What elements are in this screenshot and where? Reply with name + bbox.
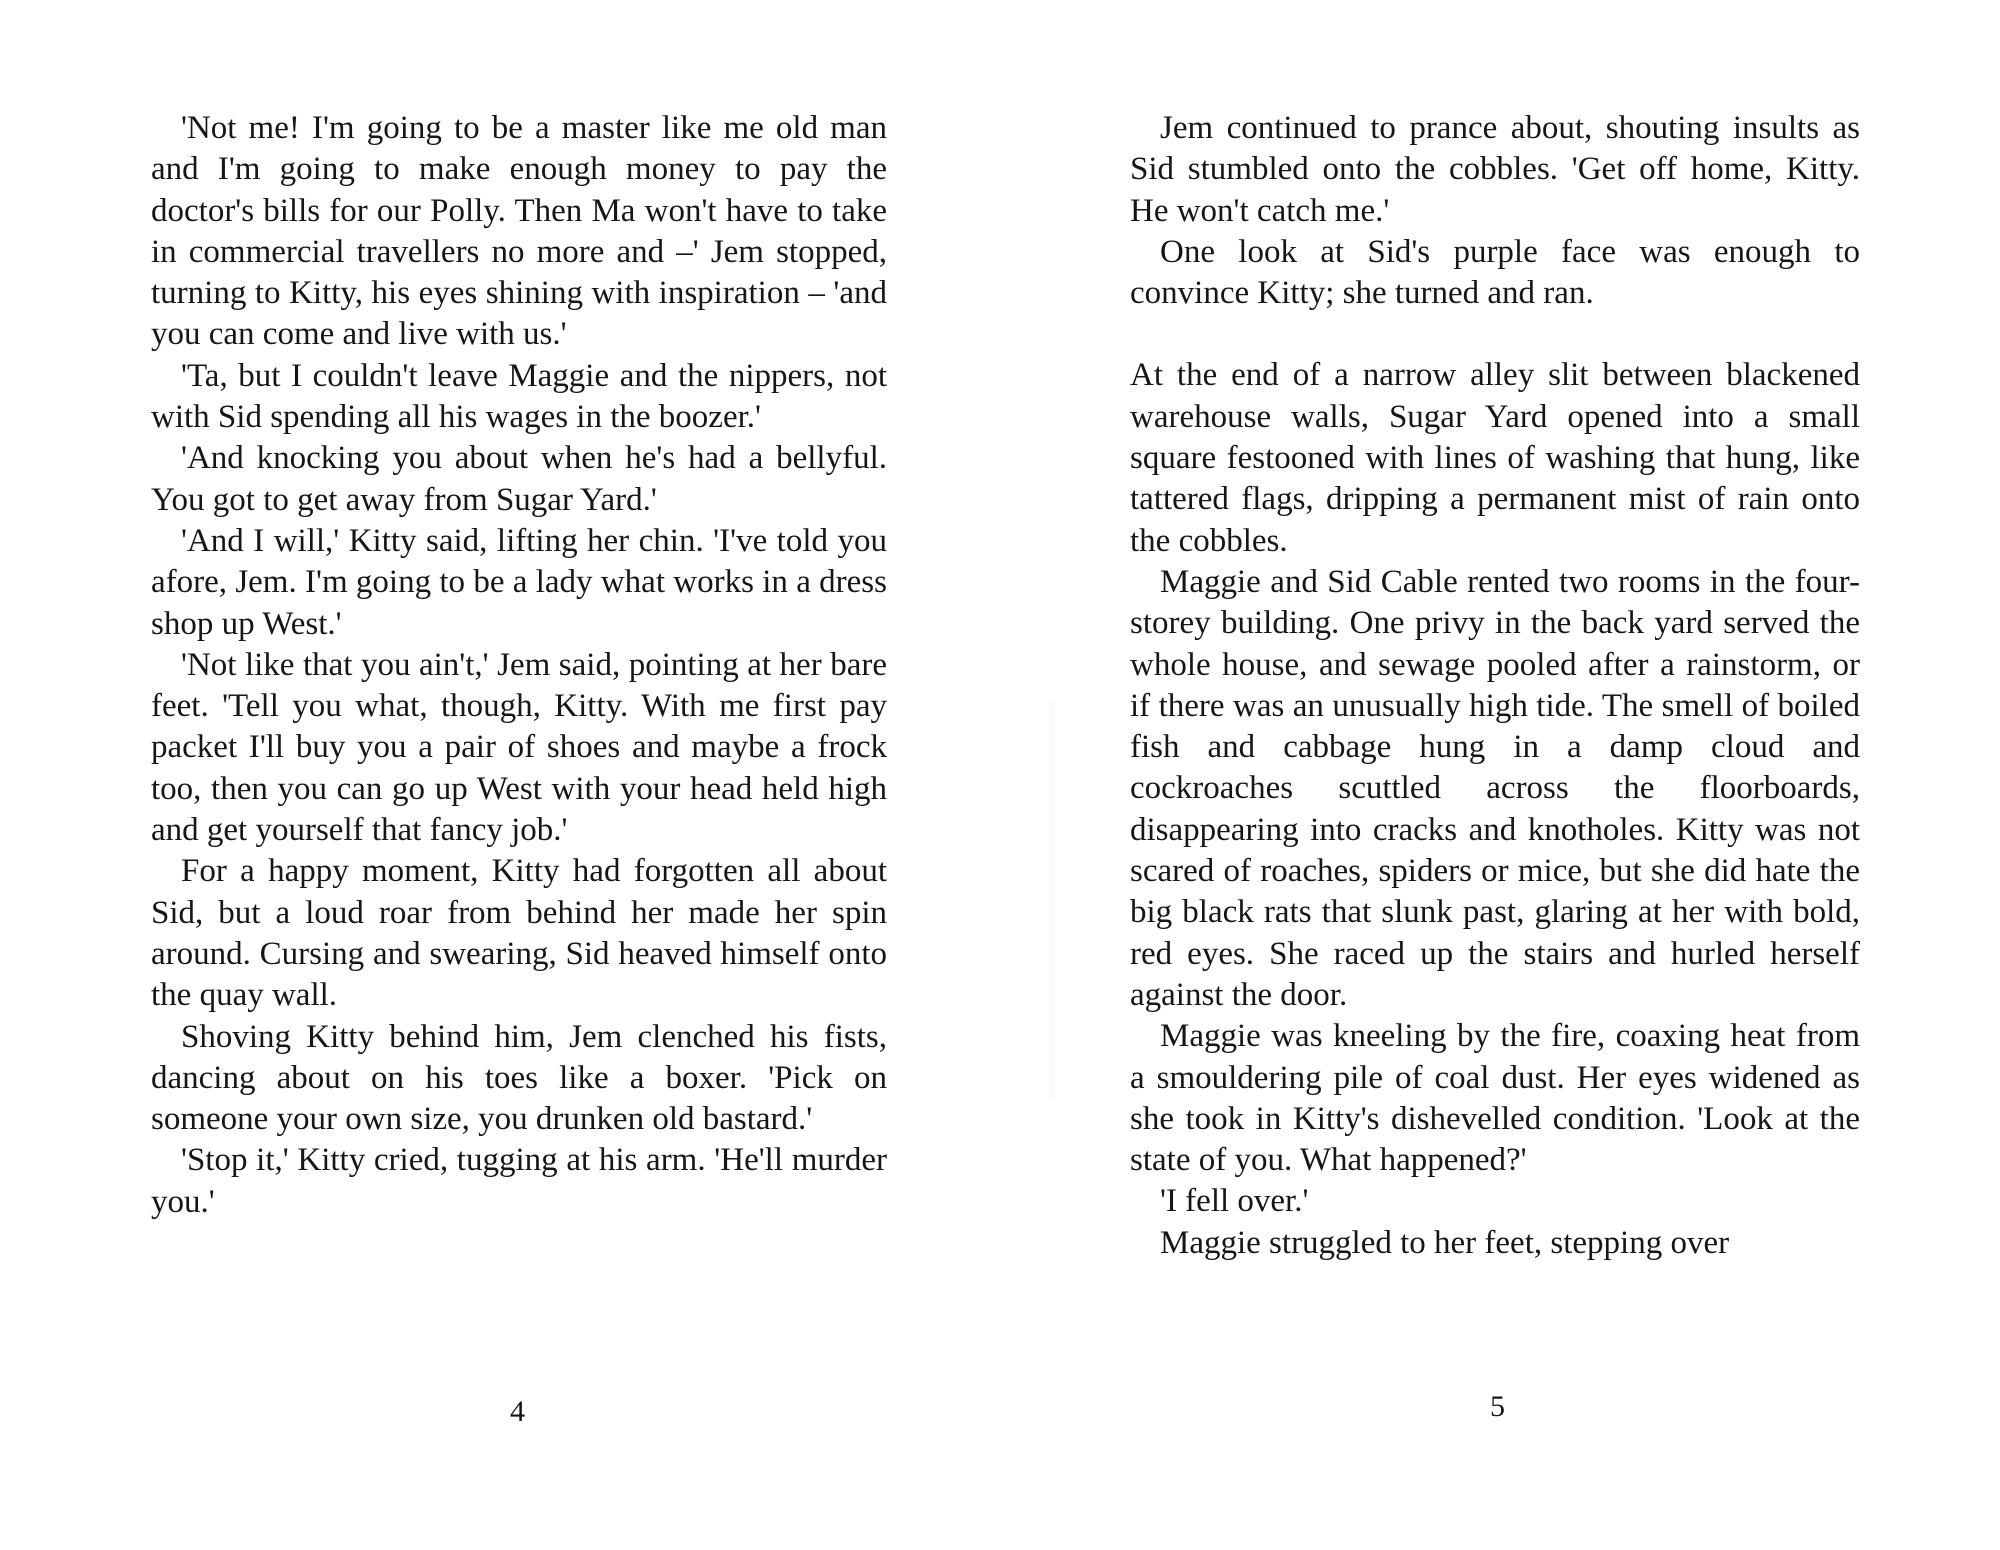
paragraph: 'Stop it,' Kitty cried, tugging at his arm. 'He'll murder you.' [151,1142,887,1220]
page-number-left: 4 [510,1395,525,1428]
paragraph: 'Not like that you ain't,' Jem said, pointing at her bare feet. 'Tell you what, though, Kitty. With me first pay packet I'll buy you a pair of shoes and maybe a frock too, then you can go up West with your head held high and get yourself that fancy job.' [151,646,887,849]
paragraph: Shoving Kitty behind him, Jem clenched his fists, dancing about on his toes like a boxer. 'Pick on someone your own size, you drunken old bastard.' [151,1018,887,1138]
paragraph: Maggie and Sid Cable rented two rooms in the four-storey building. One privy in the back yard served the whole house, and sewage pooled after a rainstorm, or if there was an unusually high tide. The smell of boiled fish and cabbage hung in a damp cloud and cockroaches scuttled across the floorboards, disappearing into cracks and knotholes. Kitty was not scared of roaches, spiders or mice, but she did hate the big black rats that slunk past, glaring at her with bold, red eyes. She raced up the stairs and hurled herself against the door. [1130,563,1860,1013]
paragraph: Maggie was kneeling by the fire, coaxing heat from a smouldering pile of coal dust. Her eyes widened as she took in Kitty's dishevelled condition. 'Look at the state of you. What happened?' [1130,1018,1860,1179]
page-number-right: 5 [1490,1390,1505,1423]
paragraph: 'Ta, but I couldn't leave Maggie and the nippers, not with Sid spending all his wages in the boozer.' [151,357,887,436]
paragraph: Maggie struggled to her feet, stepping over [1160,1224,1730,1261]
right-page-text [1130,108,1860,1264]
paragraph: 'And I will,' Kitty said, lifting her chin. 'I've told you afore, Jem. I'm going to be a lady what works in a dress shop up West.' [151,522,887,642]
paragraph: 'I fell over.' [1160,1183,1309,1220]
left-page-text [151,108,887,1223]
gutter [1046,700,1056,1100]
paragraph: For a happy moment, Kitty had forgotten all about Sid, but a loud roar from behind her made her spin around. Cursing and swearing, Sid heaved himself onto the quay wall. [151,853,887,1014]
paragraph: 'And knocking you about when he's had a bellyful. You got to get away from Sugar Yard.' [151,440,887,518]
paragraph: 'Not me! I'm going to be a master like me old man and I'm going to make enough money to pay the doctor's bills for our Polly. Then Ma won't have to take in commercial travellers no more and –' Jem stopped, turning to Kitty, his eyes shining with inspiration – 'and you can come and live with us.' [151,110,887,353]
section-opening-paragraph: At the end of a narrow alley slit between blackened warehouse walls, Sugar Yard opened into a small square festooned with lines of washing that hung, like tattered flags, dripping a permanent mist of rain onto the cobbles. [1130,357,1860,559]
paragraph: Jem continued to prance about, shouting insults as Sid stumbled onto the cobbles. 'Get off home, Kitty. He won't catch me.' [1130,110,1860,229]
paragraph: One look at Sid's purple face was enough to convince Kitty; she turned and ran. [1130,233,1860,312]
